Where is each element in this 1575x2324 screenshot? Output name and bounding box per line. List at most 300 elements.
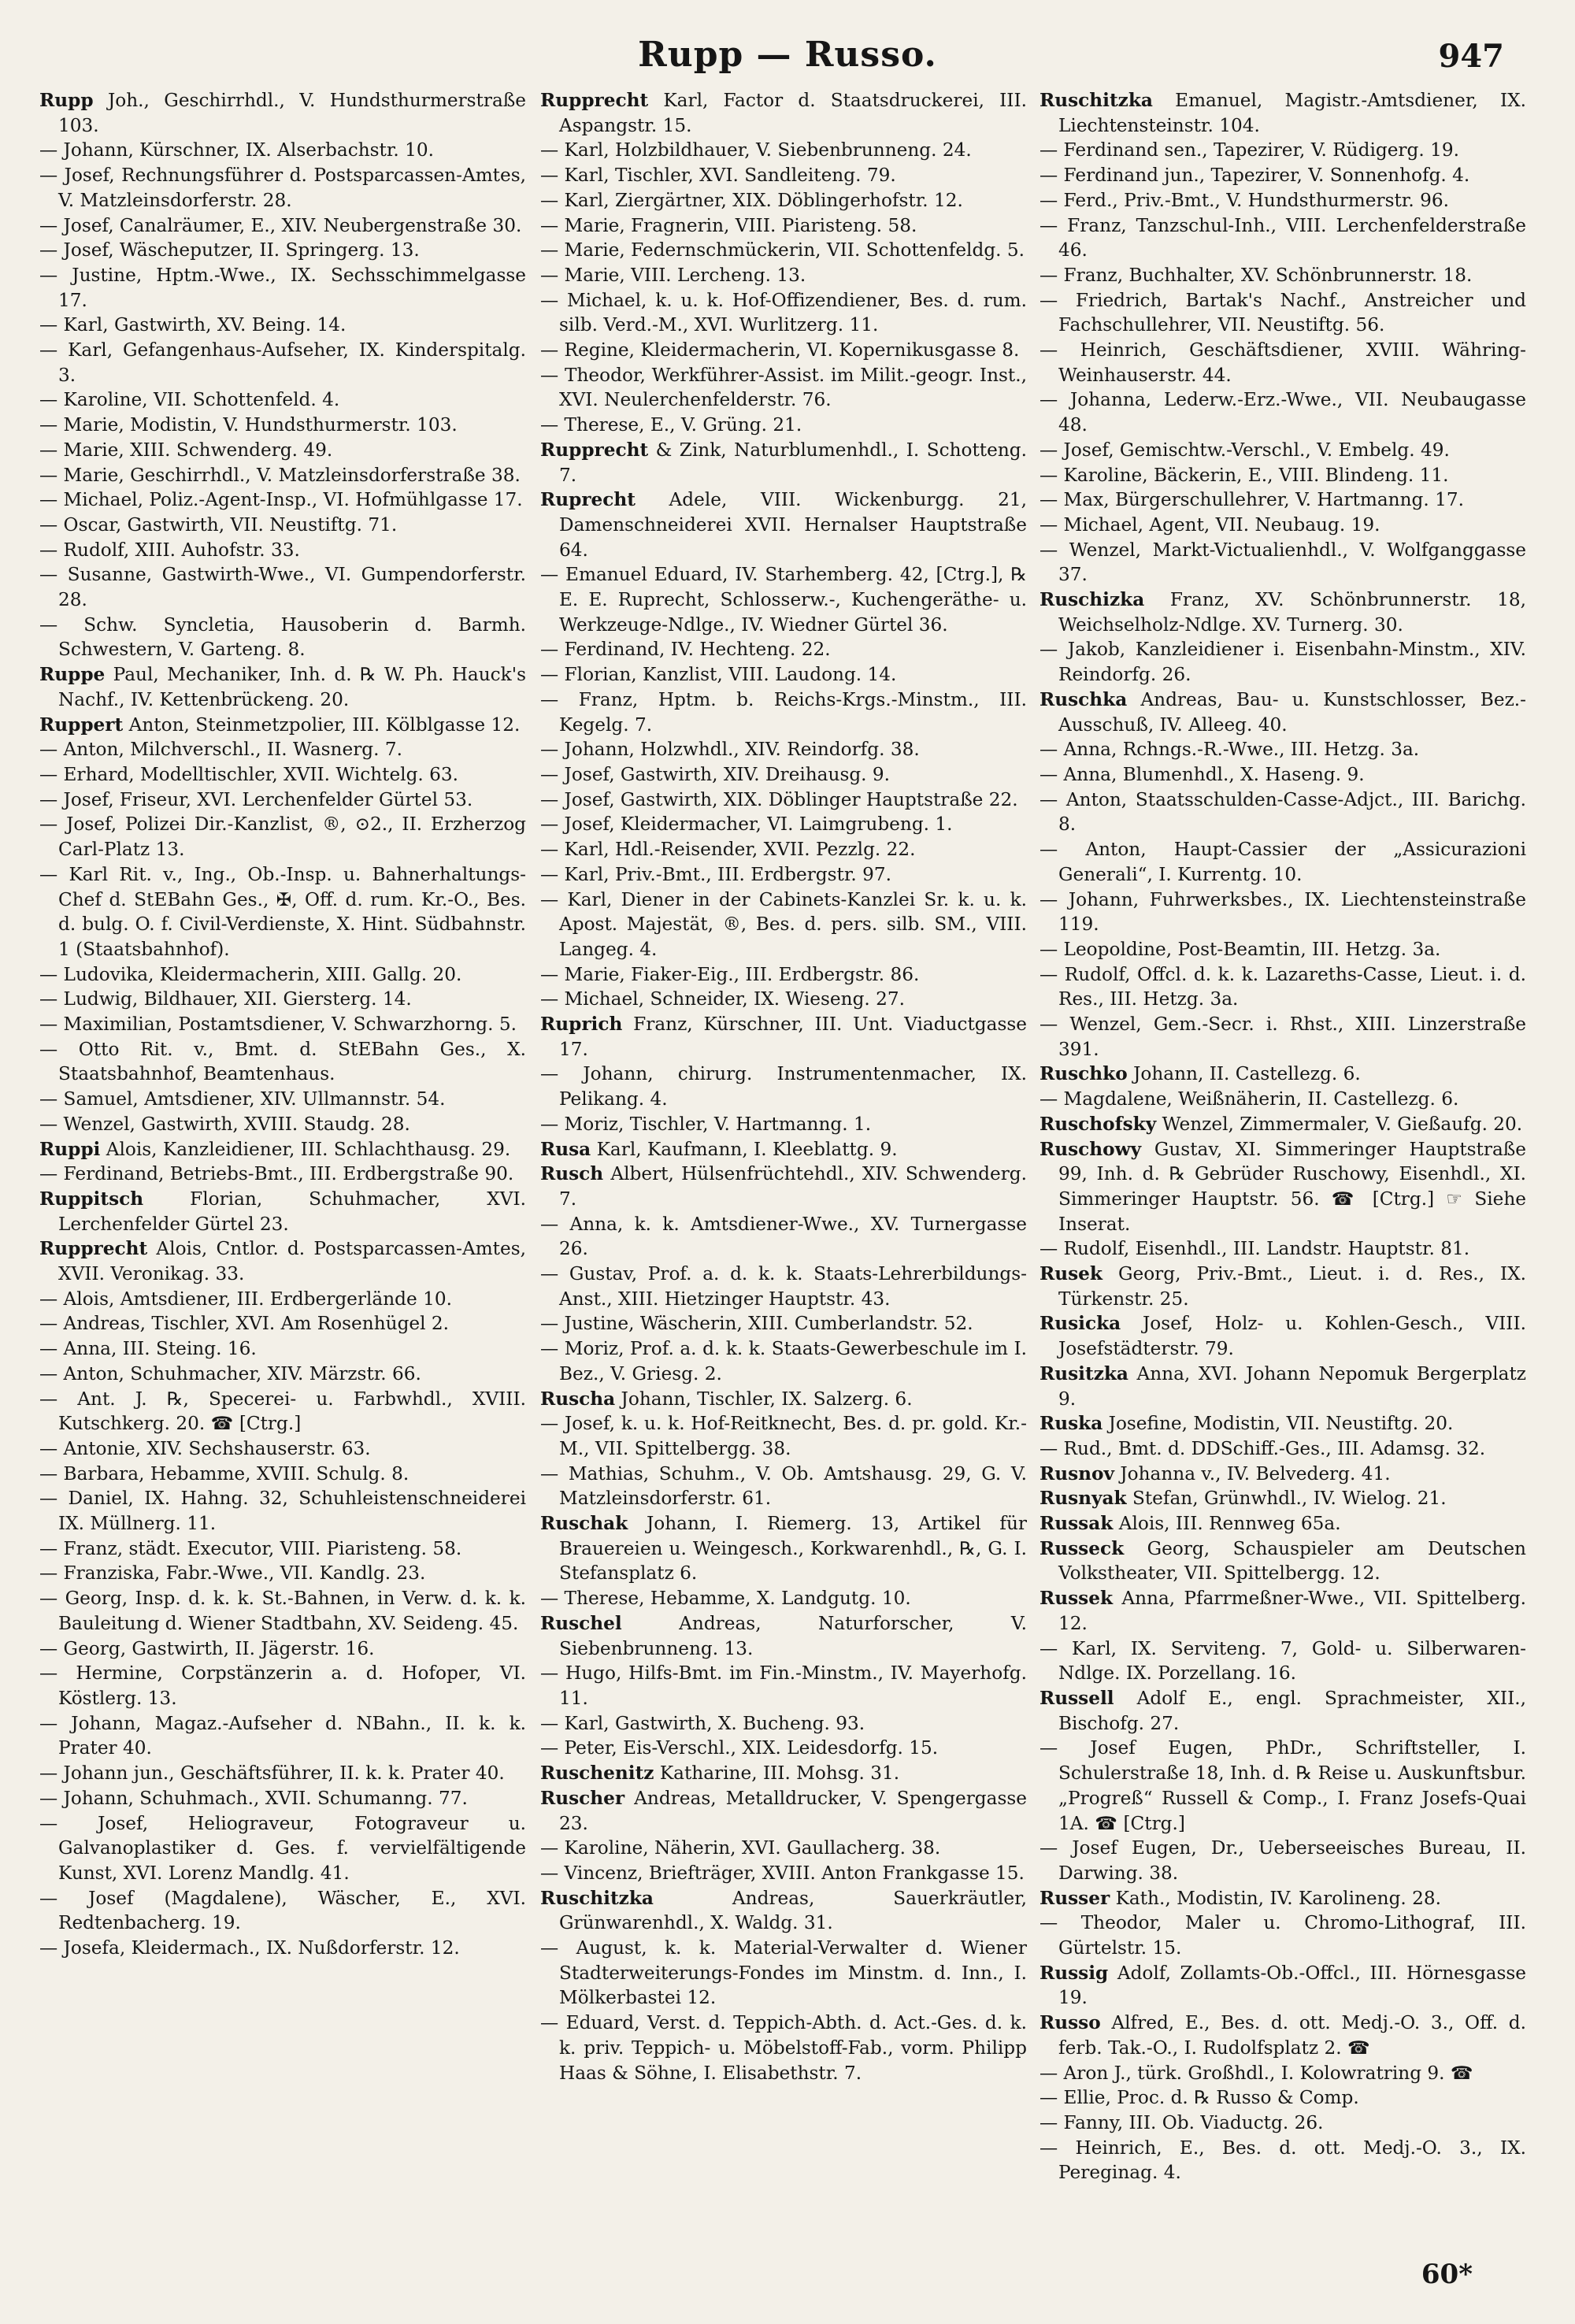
- entry-text: — Karoline, VII. Schottenfeld. 4.: [39, 389, 340, 411]
- entry-text: — Karl, Gefangenhaus-Aufseher, IX. Kinderspitalg. 3.: [39, 339, 526, 386]
- entry-text: — Ludovika, Kleidermacherin, XIII. Gallg. 20.: [39, 963, 462, 985]
- entry-text: — Magdalene, Weißnäherin, II. Castellezg. 6.: [1040, 1088, 1459, 1110]
- entry-text: — Friedrich, Bartak's Nachf., Anstreicher und Fachschullehrer, VII. Neustiftg. 56.: [1040, 289, 1526, 336]
- entry-surname: Ruschak: [540, 1513, 628, 1535]
- directory-entry: [540, 163, 1027, 188]
- entry-text: — Johann, chirurg. Instrumentenmacher, IX. Pelikang. 4.: [540, 1063, 1027, 1110]
- entry-surname: Russek: [1040, 1588, 1114, 1610]
- directory-entry: [540, 288, 1027, 338]
- directory-entry: [540, 662, 1027, 688]
- entry-surname: Rusnyak: [1040, 1488, 1127, 1510]
- entry-surname: Ruscher: [540, 1787, 625, 1809]
- directory-entry: [540, 837, 1027, 862]
- entry-text: — Moriz, Tischler, V. Hartmanng. 1.: [540, 1113, 872, 1135]
- entry-text: — Josef, Polizei Dir.-Kanzlist, ®, ⊙2., II. Erzherzog Carl-Platz 13.: [39, 814, 526, 861]
- directory-entry: [1040, 1311, 1526, 1361]
- directory-entry: [540, 562, 1027, 637]
- directory-entry: [540, 737, 1027, 762]
- directory-entry: [39, 387, 526, 413]
- entry-text: — Josef, Kleidermacher, VI. Laimgrubeng. 1.: [540, 814, 953, 836]
- entry-text: — Josef, Gemischtw.-Verschl., V. Embelg. 49.: [1040, 439, 1450, 461]
- directory-entry: [39, 338, 526, 387]
- entry-surname: Ruschowy: [1040, 1138, 1142, 1160]
- entry-text: — Wenzel, Gem.-Secr. i. Rhst., XIII. Linzerstraße 391.: [1040, 1014, 1526, 1060]
- directory-entry: [540, 1336, 1027, 1386]
- entry-text: — Karoline, Näherin, XVI. Gaullacherg. 38.: [540, 1837, 941, 1859]
- entry-text: — Barbara, Hebamme, XVIII. Schulg. 8.: [39, 1462, 410, 1484]
- directory-entry: [1040, 1511, 1526, 1536]
- directory-entry: [1040, 1536, 1526, 1586]
- entry-text: — Johann jun., Geschäftsführer, II. k. k. Prater 40.: [39, 1762, 505, 1785]
- directory-entry: [1040, 1886, 1526, 1911]
- entry-text: — Gustav, Prof. a. d. k. k. Staats-Lehrerbildungs-Anst., XIII. Hietzinger Hauptstr. 43.: [540, 1263, 1027, 1310]
- entry-text: — Theodor, Werkführer-Assist. im Milit.-geogr. Inst., XVI. Neulerchenfelderstr. 76.: [540, 364, 1027, 411]
- directory-entry: [1040, 1911, 1526, 1960]
- directory-entry: [1040, 1012, 1526, 1062]
- directory-entry: [39, 463, 526, 488]
- entry-text: — Max, Bürgerschullehrer, V. Hartmanng. 17.: [1040, 489, 1464, 511]
- directory-entry: [1040, 263, 1526, 288]
- entry-text: — Otto Rit. v., Bmt. d. StEBahn Ges., X. Staatsbahnhof, Beamtenhaus.: [39, 1038, 526, 1085]
- entry-text: — Marie, XIII. Schwenderg. 49.: [39, 439, 333, 461]
- entry-text: — Josef, Gastwirth, XIX. Döblinger Hauptstraße 22.: [540, 788, 1018, 810]
- entry-text: Anton, Steinmetzpolier, III. Kölblgasse 12.: [123, 714, 521, 736]
- entry-text: — Anna, Blumenhdl., X. Haseng. 9.: [1040, 763, 1365, 785]
- directory-entry: [39, 438, 526, 463]
- directory-entry: [39, 1586, 526, 1636]
- directory-entry: [540, 1212, 1027, 1262]
- entry-text: — August, k. k. Material-Verwalter d. Wiener Stadterweiterungs-Fondes im Minstm. d. Inn., I. Mölkerbastei 12.: [540, 1937, 1027, 2009]
- entry-text: — Therese, Hebamme, X. Landgutg. 10.: [540, 1588, 911, 1610]
- entry-text: — Ellie, Proc. d. ℞ Russo & Comp.: [1040, 2087, 1359, 2109]
- entry-text: — Franz, städt. Executor, VIII. Piaristeng. 58.: [39, 1537, 462, 1559]
- entry-text: Josefine, Modistin, VII. Neustiftg. 20.: [1102, 1413, 1454, 1435]
- directory-entry: [540, 1411, 1027, 1461]
- directory-entry: [540, 487, 1027, 562]
- directory-entry: [39, 1636, 526, 1662]
- entry-text: — Karl, Diener in der Cabinets-Kanzlei Sr. k. u. k. Apost. Majestät, ®, Bes. d. pers. silb. SM., VIII. Langeg. 4.: [540, 888, 1027, 960]
- directory-entry: [1040, 1486, 1526, 1511]
- entry-text: Wenzel, Zimmermaler, V. Gießaufg. 20.: [1156, 1113, 1523, 1135]
- entry-text: — Emanuel Eduard, IV. Starhemberg. 42, [Ctrg.], ℞ E. E. Ruprecht, Schlosserw.-, Kuchengeräthe- u. Werkzeuge-Ndlge., IV. Wiedner Gürtel 36.: [540, 564, 1027, 636]
- entry-text: Johanna v., IV. Belvederg. 41.: [1114, 1462, 1391, 1484]
- directory-entry: [1040, 837, 1526, 887]
- directory-entry: [1040, 788, 1526, 837]
- entry-text: — Ferdinand, IV. Hechteng. 22.: [540, 639, 831, 661]
- directory-entry: [540, 1112, 1027, 1137]
- entry-text: Alfred, E., Bes. d. ott. Medj.-O. 3., Off. d. ferb. Tak.-O., I. Rudolfsplatz 2. ☎: [1058, 2012, 1526, 2059]
- entry-text: — Rudolf, XIII. Auhofstr. 33.: [39, 539, 300, 561]
- entry-text: — Michael, Agent, VII. Neubaug. 19.: [1040, 513, 1380, 536]
- entry-text: — Leopoldine, Post-Beamtin, III. Hetzg. 3a.: [1040, 938, 1441, 960]
- entry-text: — Antonie, XIV. Sechshauserstr. 63.: [39, 1437, 371, 1459]
- directory-entry: [1040, 163, 1526, 188]
- entry-text: Alois, Kanzleidiener, III. Schlachthausg. 29.: [100, 1138, 511, 1160]
- entry-text: & Zink, Naturblumenhdl., I. Schotteng. 7.: [559, 439, 1027, 486]
- entry-surname: Rusch: [540, 1163, 604, 1185]
- entry-text: Emanuel, Magistr.-Amtsdiener, IX. Liechtensteinstr. 104.: [1058, 90, 1526, 136]
- directory-entry: [1040, 1686, 1526, 1736]
- entry-text: — Rudolf, Eisenhdl., III. Landstr. Hauptstr. 81.: [1040, 1238, 1470, 1260]
- directory-entry: [39, 1112, 526, 1137]
- entry-text: — Georg, Insp. d. k. k. St.-Bahnen, in Verw. d. k. k. Bauleitung d. Wiener Stadtbahn, XV. Seideng. 45.: [39, 1588, 526, 1634]
- entry-text: — Alois, Amtsdiener, III. Erdbergerlände 10.: [39, 1288, 452, 1310]
- directory-entry: [1040, 88, 1526, 138]
- entry-text: — Oscar, Gastwirth, VII. Neustiftg. 71.: [39, 513, 398, 536]
- directory-entry: [39, 1661, 526, 1711]
- entry-surname: Ruska: [1040, 1413, 1103, 1435]
- entry-surname: Ruschizka: [1040, 589, 1145, 611]
- entry-text: Karl, Factor d. Staatsdruckerei, III. Aspangstr. 15.: [559, 90, 1027, 136]
- directory-entry: [1040, 1362, 1526, 1411]
- entry-text: — Johann, Schuhmach., XVII. Schumanng. 77.: [39, 1787, 468, 1809]
- entry-text: Gustav, XI. Simmeringer Hauptstraße 99, Inh. d. ℞ Gebrüder Ruschowy, Eisenhdl., XI. Simmeringer Hauptstr. 56. ☎ [Ctrg.] ☞ Siehe Inserat.: [1058, 1138, 1526, 1235]
- directory-entry: [39, 1462, 526, 1487]
- directory-entry: [540, 888, 1027, 962]
- directory-entry: [540, 1886, 1027, 1936]
- directory-entry: [39, 1711, 526, 1761]
- directory-entry: [39, 1311, 526, 1336]
- directory-entry: [1040, 338, 1526, 387]
- entry-text: — Karl, Priv.-Bmt., III. Erdbergstr. 97.: [540, 863, 891, 885]
- entry-text: Florian, Schuhmacher, XVI. Lerchenfelder Gürtel 23.: [58, 1188, 526, 1235]
- directory-entry: [39, 812, 526, 862]
- page-number: 947: [1438, 38, 1504, 75]
- directory-entry: [1040, 962, 1526, 1012]
- entry-surname: Ruprich: [540, 1014, 623, 1036]
- directory-entry: [540, 1611, 1027, 1661]
- entry-text: — Ferdinand jun., Tapezirer, V. Sonnenhofg. 4.: [1040, 165, 1470, 187]
- directory-entry: [1040, 463, 1526, 488]
- directory-entry: [39, 613, 526, 662]
- entry-text: — Jakob, Kanzleidiener i. Eisenbahn-Minstm., XIV. Reindorfg. 26.: [1040, 639, 1526, 686]
- directory-entry: [1040, 737, 1526, 762]
- entry-surname: Ruschka: [1040, 688, 1128, 710]
- directory-entry: [1040, 1262, 1526, 1311]
- directory-entry: [39, 662, 526, 712]
- directory-entry: [1040, 1736, 1526, 1836]
- directory-entry: [39, 788, 526, 813]
- entry-text: Anna, Pfarrmeßner-Wwe., VII. Spittelberg. 12.: [1058, 1588, 1526, 1634]
- entry-text: Andreas, Naturforscher, V. Siebenbrunneng. 13.: [559, 1612, 1027, 1659]
- directory-entry: [39, 138, 526, 163]
- directory-entry: [1040, 387, 1526, 437]
- entry-text: — Michael, k. u. k. Hof-Offizendiener, Bes. d. rum. silb. Verd.-M., XVI. Wurlitzerg. 11.: [540, 289, 1027, 336]
- entry-surname: Ruschitzka: [540, 1887, 654, 1909]
- directory-entry: [39, 737, 526, 762]
- directory-entry: [540, 1387, 1027, 1412]
- directory-entry: [39, 1087, 526, 1112]
- directory-entry: [1040, 2136, 1526, 2185]
- entry-text: — Schw. Syncletia, Hausoberin d. Barmh. Schwestern, V. Garteng. 8.: [39, 613, 526, 661]
- directory-entry: [540, 987, 1027, 1012]
- directory-entry: [540, 862, 1027, 888]
- directory-entry: [39, 1137, 526, 1162]
- entry-surname: Rupprecht: [540, 90, 649, 111]
- entry-text: — Marie, Fragnerin, VIII. Piaristeng. 58.: [540, 214, 917, 236]
- entry-text: — Anton, Milchverschl., II. Wasnerg. 7.: [39, 739, 402, 761]
- directory-entry: [540, 1736, 1027, 1761]
- directory-entry: [1040, 1411, 1526, 1436]
- directory-entry: [39, 487, 526, 513]
- entry-text: Kath., Modistin, IV. Karolineng. 28.: [1110, 1887, 1442, 1909]
- directory-entry: [39, 538, 526, 563]
- entry-text: — Josef (Magdalene), Wäscher, E., XVI. Redtenbacherg. 19.: [39, 1887, 526, 1934]
- directory-entry: [540, 1711, 1027, 1737]
- directory-entry: [39, 1162, 526, 1187]
- entry-text: — Franziska, Fabr.-Wwe., VII. Kandlg. 23.: [39, 1562, 426, 1585]
- directory-entry: [1040, 288, 1526, 338]
- entry-surname: Russer: [1040, 1887, 1110, 1909]
- entry-text: — Anton, Haupt-Cassier der „Assicurazioni Generali“, I. Kurrentg. 10.: [1040, 839, 1526, 885]
- entry-text: — Karl Rit. v., Ing., Ob.-Insp. u. Bahnerhaltungs-Chef d. StEBahn Ges., ✠, Off. d. rum. Kr.-O., Bes. d. bulg. O. f. Civil-Verdienste, X. Hint. Südbahnstr. 1 (Staatsbahnhof).: [39, 863, 526, 960]
- entry-text: Paul, Mechaniker, Inh. d. ℞ W. Ph. Hauck's Nachf., IV. Kettenbrückeng. 20.: [58, 664, 526, 710]
- directory-entry: [1040, 1062, 1526, 1087]
- entry-text: Andreas, Metalldrucker, V. Spengergasse 23.: [559, 1787, 1027, 1834]
- entry-text: — Franz, Hptm. b. Reichs-Krgs.-Minstm., III. Kegelg. 7.: [540, 688, 1027, 736]
- entry-text: — Johann, Holzwhdl., XIV. Reindorfg. 38.: [540, 739, 920, 761]
- directory-entry: [39, 713, 526, 738]
- directory-entry: [1040, 688, 1526, 737]
- directory-entry: [1040, 1137, 1526, 1237]
- directory-entry: [1040, 1636, 1526, 1686]
- directory-entry: [1040, 888, 1526, 937]
- directory-entry: [540, 962, 1027, 988]
- entry-surname: Rupp: [39, 90, 94, 111]
- directory-entry: [1040, 2011, 1526, 2060]
- entry-text: Alois, III. Rennweg 65a.: [1113, 1513, 1341, 1535]
- entry-text: — Franz, Buchhalter, XV. Schönbrunnerstr. 18.: [1040, 264, 1473, 286]
- entry-surname: Rusnov: [1040, 1462, 1114, 1484]
- directory-entry: [540, 363, 1027, 413]
- entry-surname: Ruppe: [39, 664, 106, 686]
- entry-text: — Hermine, Corpstänzerin a. d. Hofoper, VI. Köstlerg. 13.: [39, 1662, 526, 1709]
- entry-text: — Regine, Kleidermacherin, VI. Kopernikusgasse 8.: [540, 339, 1020, 361]
- entry-text: — Theodor, Maler u. Chromo-Lithograf, III. Gürtelstr. 15.: [1040, 1912, 1526, 1959]
- entry-text: — Ludwig, Bildhauer, XII. Giersterg. 14.: [39, 988, 412, 1010]
- entry-text: — Justine, Wäscherin, XIII. Cumberlandstr. 52.: [540, 1313, 973, 1335]
- entry-text: Adolf, Zollamts-Ob.-Offcl., III. Hörnesgasse 19.: [1058, 1962, 1526, 2009]
- entry-text: — Rud., Bmt. d. DDSchiff.-Ges., III. Adamsg. 32.: [1040, 1437, 1486, 1459]
- entry-surname: Russo: [1040, 2012, 1101, 2034]
- entry-text: — Josef, Friseur, XVI. Lerchenfelder Gürtel 53.: [39, 788, 473, 810]
- directory-entry: [540, 1861, 1027, 1886]
- entry-text: — Justine, Hptm.-Wwe., IX. Sechsschimmelgasse 17.: [39, 264, 526, 311]
- entry-text: — Anna, III. Steing. 16.: [39, 1338, 257, 1360]
- directory-entry: [540, 2011, 1027, 2085]
- entry-text: — Josefa, Kleidermach., IX. Nußdorferstr. 12.: [39, 1937, 460, 1959]
- entry-surname: Ruschenitz: [540, 1762, 654, 1785]
- entry-text: — Josef, k. u. k. Hof-Reitknecht, Bes. d. pr. gold. Kr.-M., VII. Spittelbergg. 38.: [540, 1413, 1027, 1459]
- directory-entry: [1040, 1436, 1526, 1462]
- entry-surname: Rupprecht: [540, 439, 649, 461]
- directory-entry: [540, 88, 1027, 138]
- entry-text: — Josef Eugen, Dr., Ueberseeisches Bureau, II. Darwing. 38.: [1040, 1837, 1526, 1884]
- directory-entry: [39, 213, 526, 239]
- entry-text: Franz, Kürschner, III. Unt. Viaductgasse 17.: [559, 1014, 1027, 1060]
- entry-text: — Erhard, Modelltischler, XVII. Wichtelg. 63.: [39, 763, 459, 785]
- entry-text: Stefan, Grünwhdl., IV. Wielog. 21.: [1126, 1488, 1447, 1510]
- directory-entry: [39, 238, 526, 263]
- entry-surname: Rusitzka: [1040, 1362, 1128, 1384]
- entry-text: — Johann, Fuhrwerksbes., IX. Liechtensteinstraße 119.: [1040, 888, 1526, 936]
- directory-entry: [540, 1062, 1027, 1111]
- directory-entry: [540, 338, 1027, 363]
- directory-entry: [540, 1012, 1027, 1062]
- entry-text: — Ferd., Priv.-Bmt., V. Hundsthurmerstr. 96.: [1040, 189, 1449, 211]
- directory-column-middle: [540, 88, 1027, 2085]
- entry-text: — Mathias, Schuhm., V. Ob. Amtshausg. 29, G. V. Matzleinsdorferstr. 61.: [540, 1462, 1027, 1510]
- entry-text: — Hugo, Hilfs-Bmt. im Fin.-Minstm., IV. Mayerhofg. 11.: [540, 1662, 1027, 1709]
- directory-entry: [39, 1336, 526, 1362]
- entry-surname: Ruschel: [540, 1612, 622, 1634]
- entry-surname: Ruprecht: [540, 489, 636, 511]
- entry-text: — Marie, Federnschmückerin, VII. Schottenfeldg. 5.: [540, 239, 1025, 261]
- entry-surname: Rusek: [1040, 1263, 1103, 1285]
- printer-signature: 60*: [1421, 2259, 1473, 2290]
- directory-entry: [39, 1012, 526, 1037]
- entry-text: — Marie, Fiaker-Eig., III. Erdbergstr. 86.: [540, 963, 920, 985]
- directory-entry: [1040, 762, 1526, 788]
- entry-text: — Michael, Poliz.-Agent-Insp., VI. Hofmühlgasse 17.: [39, 489, 523, 511]
- directory-entry: [1040, 438, 1526, 463]
- entry-surname: Ruschitzka: [1040, 90, 1153, 111]
- directory-entry: [39, 1761, 526, 1786]
- directory-entry: [39, 513, 526, 538]
- entry-text: — Josef, Canalräumer, E., XIV. Neubergenstraße 30.: [39, 214, 522, 236]
- entry-text: — Anton, Schuhmacher, XIV. Märzstr. 66.: [39, 1362, 421, 1384]
- entry-text: — Johann, Magaz.-Aufseher d. NBahn., II. k. k. Prater 40.: [39, 1712, 526, 1759]
- entry-text: Johann, II. Castellezg. 6.: [1127, 1063, 1361, 1085]
- entry-text: — Susanne, Gastwirth-Wwe., VI. Gumpendorferstr. 28.: [39, 564, 526, 611]
- entry-text: Adolf E., engl. Sprachmeister, XII., Bischofg. 27.: [1058, 1688, 1526, 1734]
- directory-entry: [540, 238, 1027, 263]
- directory-entry: [540, 1462, 1027, 1511]
- directory-entry: [39, 1037, 526, 1087]
- directory-entry: [39, 1387, 526, 1436]
- directory-entry: [1040, 1112, 1526, 1137]
- directory-entry: [1040, 538, 1526, 587]
- directory-entry: [39, 1287, 526, 1312]
- directory-entry: [540, 1936, 1027, 2011]
- entry-surname: Russak: [1040, 1513, 1114, 1535]
- directory-entry: [1040, 2085, 1526, 2111]
- directory-entry: [540, 1586, 1027, 1611]
- entry-text: — Josef Eugen, PhDr., Schriftsteller, I. Schulerstraße 18, Inh. d. ℞ Reise u. Auskunftsbur. „Progreß“ Russell & Comp., I. Franz Josefs-Quai 1A. ☎ [Ctrg.]: [1040, 1737, 1526, 1834]
- directory-entry: [39, 88, 526, 138]
- entry-text: — Moriz, Prof. a. d. k. k. Staats-Gewerbeschule im I. Bez., V. Griesg. 2.: [540, 1338, 1027, 1384]
- entry-surname: Russeck: [1040, 1537, 1125, 1559]
- directory-entry: [39, 562, 526, 612]
- entry-text: — Wenzel, Markt-Victualienhdl., V. Wolfganggasse 37.: [1040, 539, 1526, 586]
- directory-entry: [540, 213, 1027, 239]
- entry-surname: Ruppi: [39, 1138, 101, 1160]
- directory-entry: [39, 1786, 526, 1811]
- entry-text: — Heinrich, E., Bes. d. ott. Medj.-O. 3., IX. Pereginag. 4.: [1040, 2137, 1526, 2184]
- entry-text: Josef, Holz- u. Kohlen-Gesch., VIII. Josefstädterstr. 79.: [1058, 1313, 1526, 1360]
- directory-entry: [1040, 1236, 1526, 1262]
- directory-entry: [1040, 1836, 1526, 1885]
- entry-text: — Rudolf, Offcl. d. k. k. Lazareths-Casse, Lieut. i. d. Res., III. Hetzg. 3a.: [1040, 963, 1526, 1010]
- directory-entry: [39, 987, 526, 1012]
- entry-text: — Josef, Wäscheputzer, II. Springerg. 13.: [39, 239, 420, 261]
- directory-entry: [1040, 138, 1526, 163]
- entry-text: Andreas, Sauerkräutler, Grünwarenhdl., X. Waldg. 31.: [559, 1887, 1027, 1934]
- directory-entry: [540, 1836, 1027, 1861]
- directory-column-left: [39, 88, 526, 1961]
- directory-entry: [39, 413, 526, 438]
- entry-text: — Karl, Holzbildhauer, V. Siebenbrunneng. 24.: [540, 139, 972, 161]
- directory-entry: [39, 1886, 526, 1936]
- directory-entry: [39, 1187, 526, 1236]
- directory-entry: [39, 1811, 526, 1886]
- entry-surname: Rupprecht: [39, 1238, 148, 1260]
- entry-text: — Marie, Geschirrhdl., V. Matzleinsdorferstraße 38.: [39, 464, 521, 486]
- entry-text: — Florian, Kanzlist, VIII. Laudong. 14.: [540, 664, 897, 686]
- directory-entry: [1040, 637, 1526, 687]
- entry-text: — Michael, Schneider, IX. Wieseng. 27.: [540, 988, 906, 1010]
- entry-surname: Rusicka: [1040, 1313, 1121, 1335]
- directory-entry: [39, 163, 526, 213]
- directory-entry: [540, 1137, 1027, 1162]
- entry-text: — Ferdinand sen., Tapezirer, V. Rüdigerg. 19.: [1040, 139, 1459, 161]
- entry-text: Joh., Geschirrhdl., V. Hundsthurmerstraße 103.: [58, 90, 526, 136]
- entry-text: — Aron J., türk. Großhdl., I. Kolowratring 9. ☎: [1040, 2062, 1473, 2084]
- directory-column-right: [1040, 88, 1526, 2185]
- directory-entry: [540, 188, 1027, 213]
- directory-entry: [1040, 1462, 1526, 1487]
- directory-entry: [540, 762, 1027, 788]
- entry-text: Johann, I. Riemerg. 13, Artikel für Brauereien u. Weingesch., Korkwarenhdl., ℞, G. I. Stefansplatz 6.: [559, 1513, 1027, 1585]
- directory-entry: [39, 1561, 526, 1586]
- entry-text: Katharine, III. Mohsg. 31.: [654, 1762, 900, 1785]
- entry-text: Karl, Kaufmann, I. Kleeblattg. 9.: [591, 1138, 898, 1160]
- entry-text: — Ferdinand, Betriebs-Bmt., III. Erdbergstraße 90.: [39, 1163, 514, 1185]
- directory-entry: [39, 1536, 526, 1562]
- entry-text: — Maximilian, Postamtsdiener, V. Schwarzhorng. 5.: [39, 1014, 517, 1036]
- entry-surname: Ruppitsch: [39, 1188, 144, 1210]
- directory-entry: [39, 263, 526, 313]
- directory-entry: [1040, 1961, 1526, 2011]
- directory-entry: [39, 1486, 526, 1536]
- entry-text: — Johann, Kürschner, IX. Alserbachstr. 10.: [39, 139, 434, 161]
- entry-text: — Karl, Tischler, XVI. Sandleiteng. 79.: [540, 165, 896, 187]
- entry-text: — Anna, Rchngs.-R.-Wwe., III. Hetzg. 3a.: [1040, 739, 1420, 761]
- entry-text: — Josef, Rechnungsführer d. Postsparcassen-Amtes, V. Matzleinsdorferstr. 28.: [39, 165, 526, 211]
- entry-text: — Marie, VIII. Lercheng. 13.: [540, 264, 806, 286]
- directory-entry: [540, 1311, 1027, 1336]
- entry-text: — Peter, Eis-Verschl., XIX. Leidesdorfg. 15.: [540, 1737, 939, 1759]
- directory-entry: [1040, 213, 1526, 263]
- entry-text: — Johanna, Lederw.-Erz.-Wwe., VII. Neubaugasse 48.: [1040, 389, 1526, 436]
- entry-text: — Eduard, Verst. d. Teppich-Abth. d. Act.-Ges. d. k. k. priv. Teppich- u. Möbelstoff-Fab., vorm. Philipp Haas & Söhne, I. Elisabethstr. 7.: [540, 2012, 1027, 2084]
- entry-surname: Ruschko: [1040, 1063, 1128, 1085]
- entry-surname: Russig: [1040, 1962, 1109, 1984]
- entry-text: — Vincenz, Briefträger, XVIII. Anton Frankgasse 15.: [540, 1862, 1025, 1884]
- directory-entry: [1040, 2111, 1526, 2136]
- directory-entry: [1040, 188, 1526, 213]
- entry-text: Anna, XVI. Johann Nepomuk Bergerplatz 9.: [1058, 1362, 1526, 1410]
- entry-text: Alois, Cntlor. d. Postsparcassen-Amtes, XVII. Veronikag. 33.: [58, 1238, 526, 1285]
- directory-entry: [39, 1362, 526, 1387]
- entry-text: — Karl, Hdl.-Reisender, XVII. Pezzlg. 22.: [540, 839, 916, 861]
- entry-text: — Samuel, Amtsdiener, XIV. Ullmannstr. 54.: [39, 1088, 446, 1110]
- entry-text: — Heinrich, Geschäftsdiener, XVIII. Währing-Weinhauserstr. 44.: [1040, 339, 1526, 386]
- directory-entry: [39, 962, 526, 988]
- directory-entry: [540, 1262, 1027, 1311]
- directory-entry: [1040, 1087, 1526, 1112]
- directory-entry: [39, 762, 526, 788]
